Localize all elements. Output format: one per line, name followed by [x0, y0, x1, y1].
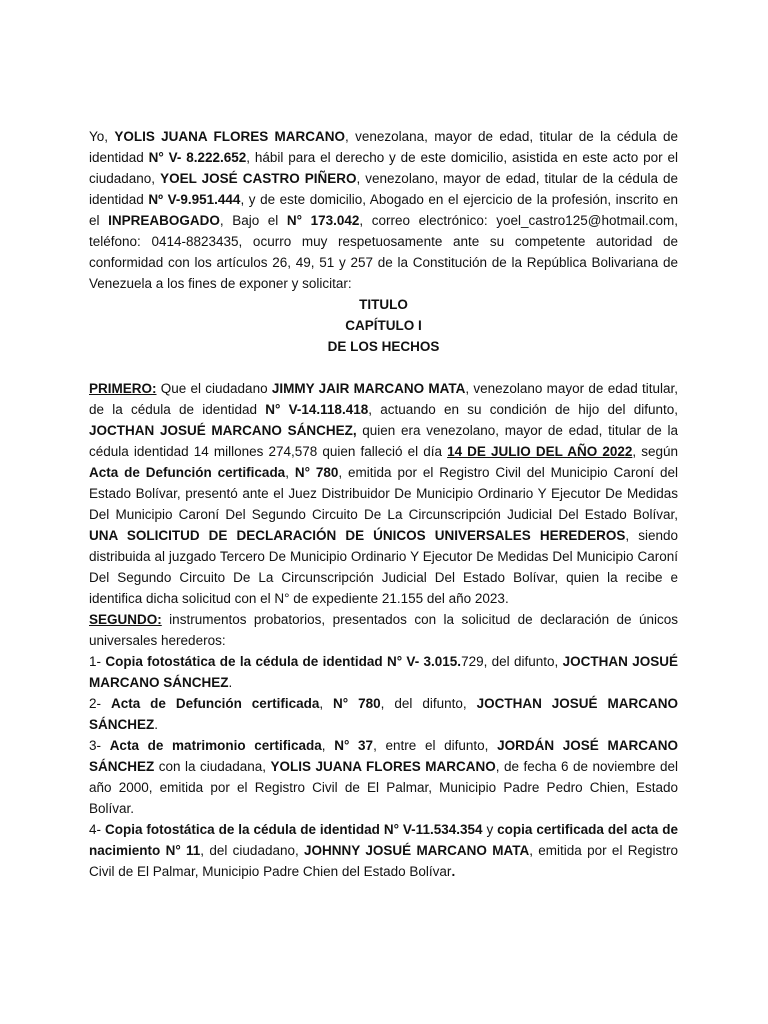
blank-line	[89, 357, 678, 378]
primero-label: PRIMERO:	[89, 381, 157, 396]
intro-paragraph: Yo, YOLIS JUANA FLORES MARCANO, venezolana, mayor de edad, titular de la cédula de identidad N° V- 8.222.652, hábil para el derecho y de este domicilio, asistida en este acto por el ciudadano, YOEL JOSÉ CASTRO PIÑERO, venezolano, mayor de edad, titular de la cédula de identidad Nº V-9.951.444, y de este domicilio, Abogado en el ejercicio de la profesión, inscrito en el INPREABOGADO, Bajo el N° 173.042, correo electrónico: yoel_castro125@hotmail.com, teléfono: 0414-8823435, ocurro muy respetuosamente ante su competente autoridad de conformidad con los artículos 26, 49, 51 y 257 de la Constitución de la República Bolivariana de Venezuela a los fines de exponer y solicitar:	[89, 129, 679, 291]
list-item-2: 2- Acta de Defunción certificada, N° 780, del difunto, JOCTHAN JOSUÉ MARCANO SÁNCHEZ.	[89, 696, 678, 732]
list-item-3: 3- Acta de matrimonio certificada, N° 37, entre el difunto, JORDÁN JOSÉ MARCANO SÁNCHEZ con la ciudadana, YOLIS JUANA FLORES MARCANO, de fecha 6 de noviembre del año 2000, emitida por el Registro Civil de El Palmar, Municipio Padre Pedro Chien, Estado Bolívar.	[89, 738, 678, 816]
heading-titulo: TITULO	[359, 297, 408, 312]
heading-hechos: DE LOS HECHOS	[327, 339, 440, 354]
list-item-4: 4- Copia fotostática de la cédula de identidad N° V-11.534.354 y copia certificada del acta de nacimiento N° 11, del ciudadano, JOHNNY JOSUÉ MARCANO MATA, emitida por el Registro Civil de El Palmar, Municipio Padre Chien del Estado Bolívar.	[89, 822, 679, 879]
heading-capitulo: CAPÍTULO I	[345, 318, 422, 333]
list-item-1: 1- Copia fotostática de la cédula de identidad N° V- 3.015.729, del difunto, JOCTHAN JOSUÉ MARCANO SÁNCHEZ.	[89, 654, 678, 690]
segundo-paragraph: SEGUNDO: instrumentos probatorios, presentados con la solicitud de declaración de únicos universales herederos:	[89, 612, 678, 648]
segundo-label: SEGUNDO:	[89, 612, 162, 627]
primero-paragraph: PRIMERO: Que el ciudadano JIMMY JAIR MARCANO MATA, venezolano mayor de edad titular, de la cédula de identidad N° V-14.118.418, actuando en su condición de hijo del difunto, JOCTHAN JOSUÉ MARCANO SÁNCHEZ, quien era venezolano, mayor de edad, titular de la cédula identidad 14 millones 274,578 quien falleció el día 14 DE JULIO DEL AÑO 2022, según Acta de Defunción certificada, N° 780, emitida por el Registro Civil del Municipio Caroní del Estado Bolívar, presentó ante el Juez Distribuidor De Municipio Ordinario Y Ejecutor De Medidas Del Municipio Caroní Del Segundo Circuito De La Circunscripción Judicial Del Estado Bolívar, UNA SOLICITUD DE DECLARACIÓN DE ÚNICOS UNIVERSALES HEREDEROS, siendo distribuida al juzgado Tercero De Municipio Ordinario Y Ejecutor De Medidas Del Municipio Caroní Del Segundo Circuito De La Circunscripción Judicial Del Estado Bolívar, quien la recibe e identifica dicha solicitud con el N° de expediente 21.155 del año 2023.	[89, 381, 678, 606]
